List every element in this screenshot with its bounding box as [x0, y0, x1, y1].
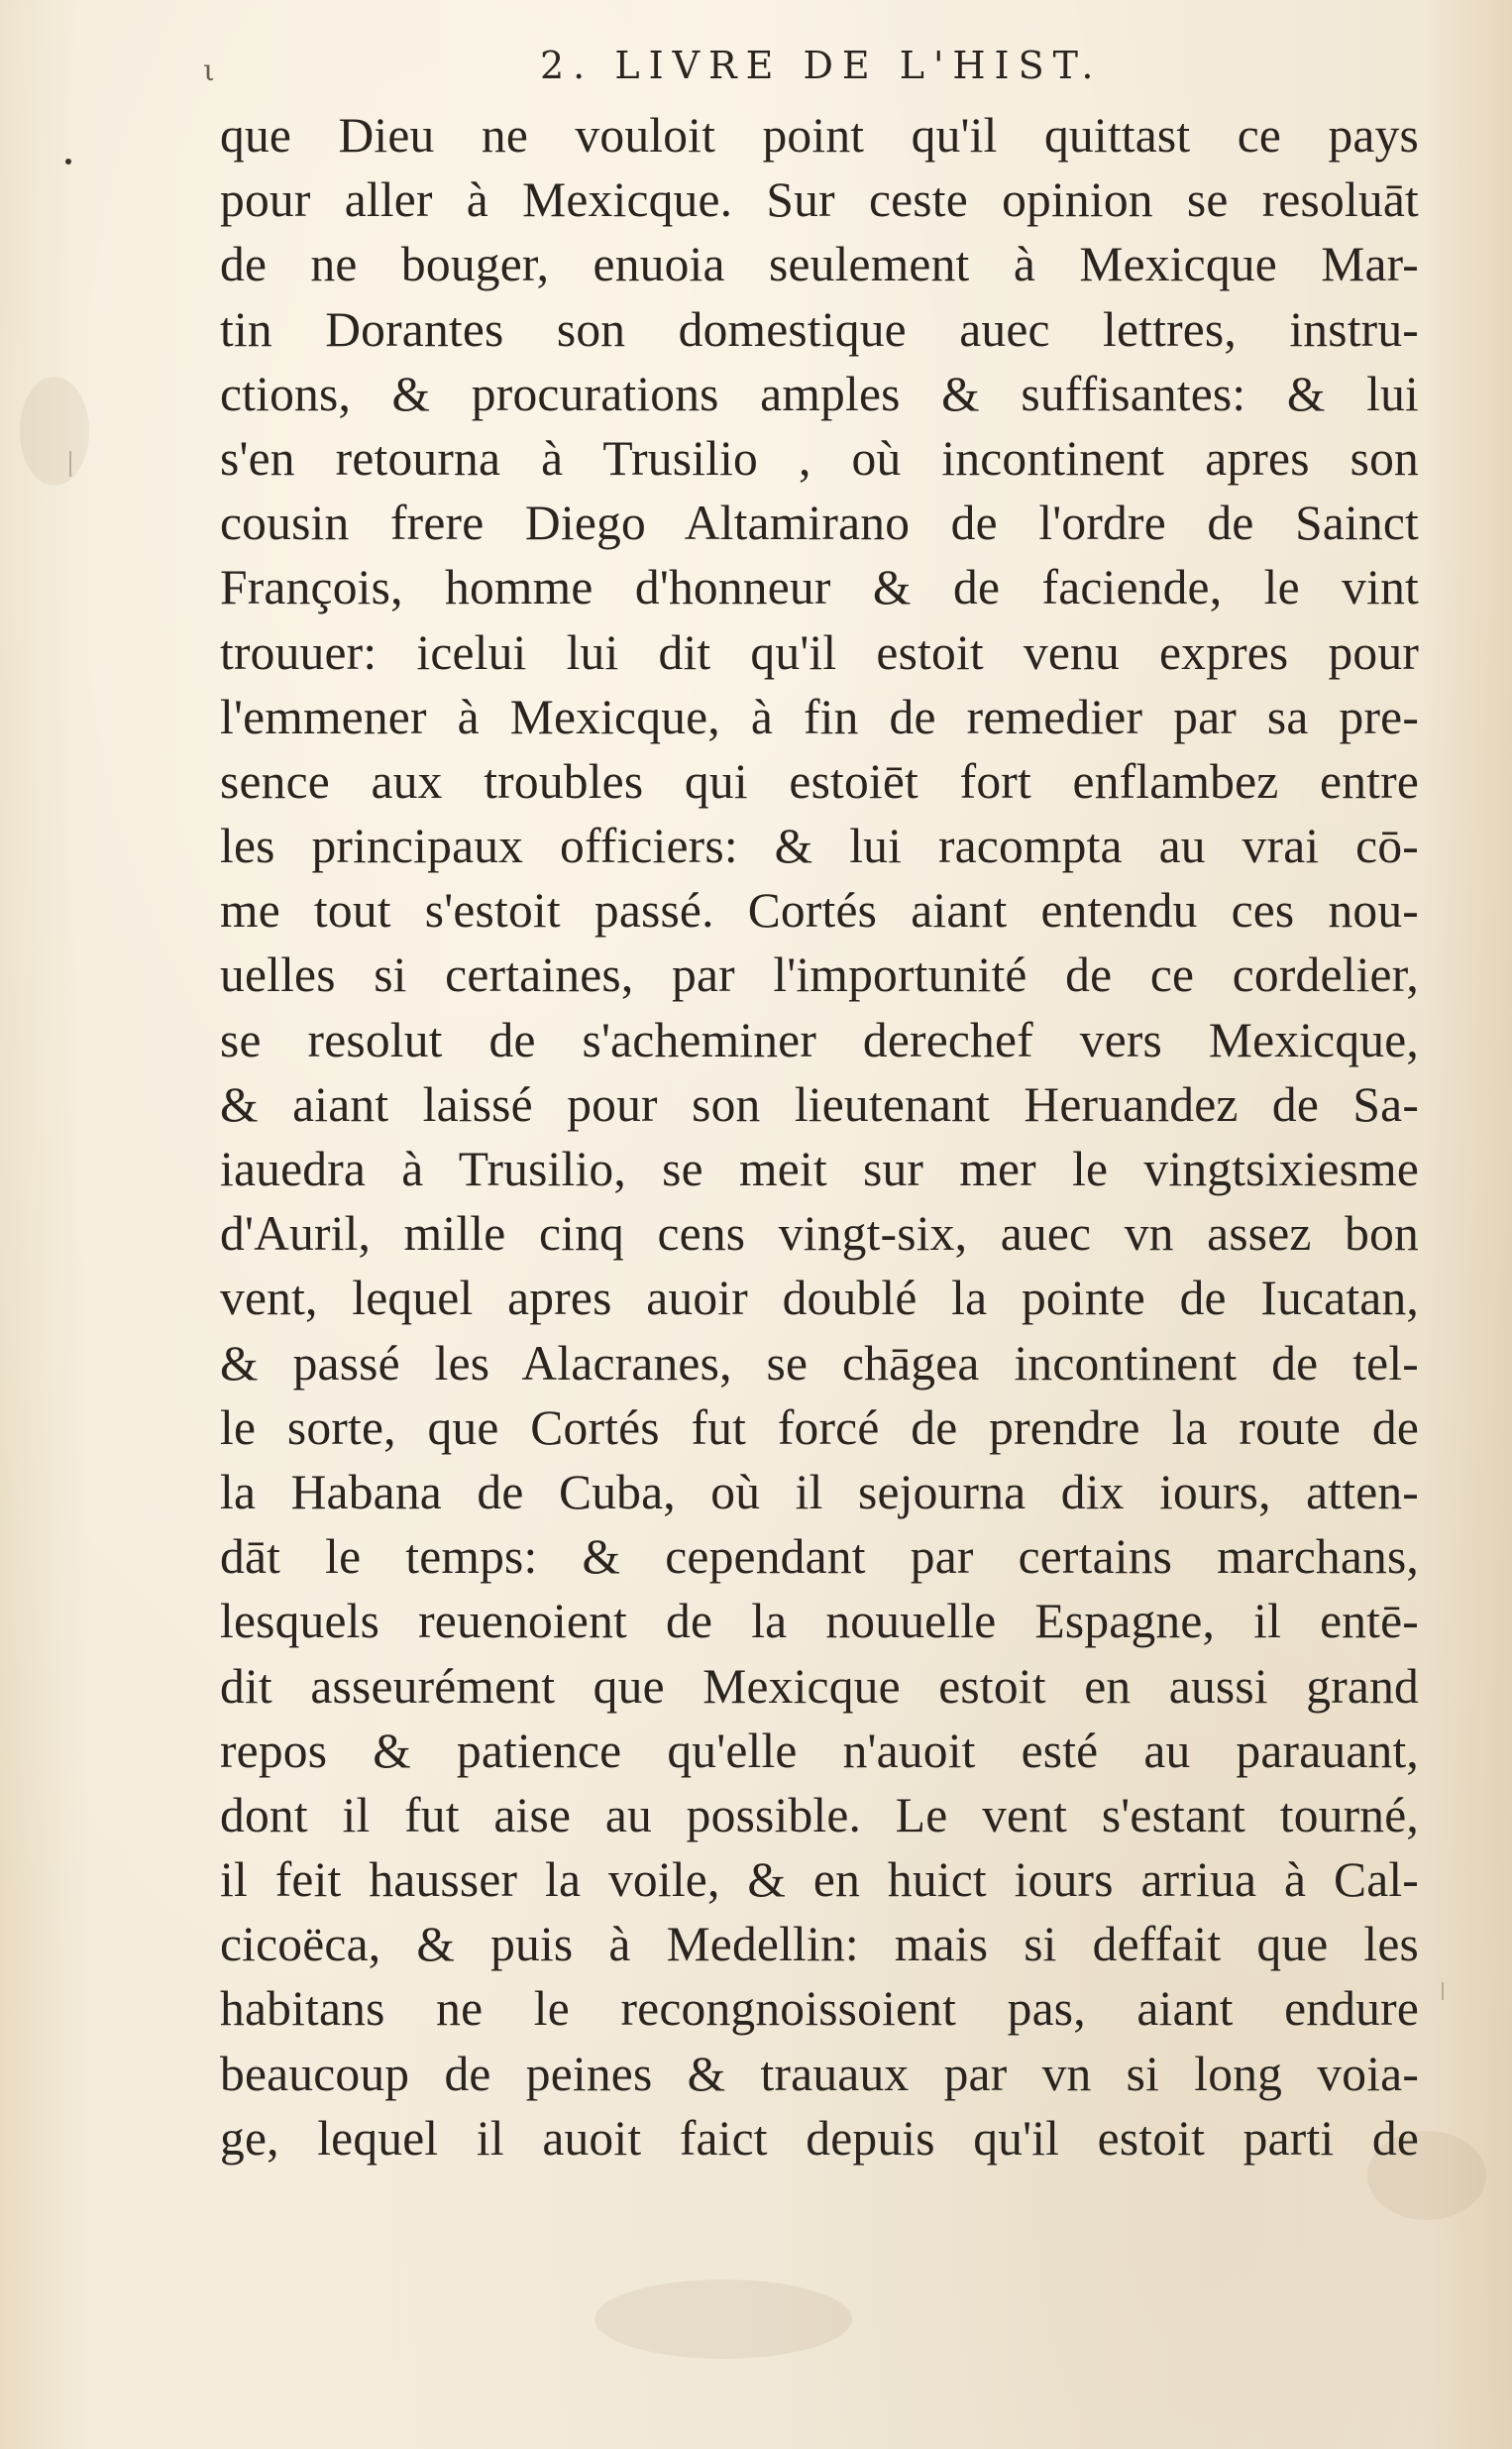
- body-text: [220, 103, 1419, 2171]
- text-line: iauedra à Trusilio, se meit sur mer le vingtsixiesme: [220, 1142, 1419, 1196]
- text-line: s'en retourna à Trusilio , où incontinent apres son: [220, 430, 1419, 486]
- text-line: le sorte, que Cortés fut forcé de prendre la route de: [220, 1399, 1419, 1455]
- text-line: dāt le temps: & cependant par certains marchans,: [220, 1529, 1419, 1585]
- text-line: & aiant laissé pour son lieutenant Heruandez de Sa-: [220, 1076, 1419, 1132]
- text-line: l'emmener à Mexicque, à fin de remedier par sa pre-: [220, 689, 1419, 744]
- text-line: habitans ne le recongnoissoient pas, aiant endure: [220, 1981, 1419, 2037]
- text-line: de ne bouger, enuoia seulement à Mexicque Mar-: [220, 237, 1419, 292]
- text-line: cousin frere Diego Altamirano de l'ordre de Sainct: [220, 496, 1419, 551]
- text-line: se resolut de s'acheminer derechef vers Mexicque,: [220, 1012, 1419, 1067]
- text-line: sence aux troubles qui estoiēt fort enflambez entre: [220, 753, 1419, 809]
- folio-mark: ι: [203, 54, 217, 88]
- text-line: me tout s'estoit passé. Cortés aiant entendu ces nou-: [220, 883, 1419, 939]
- margin-mark: [1442, 1982, 1444, 2000]
- page-header-title: 2. LIVRE DE L'HIST.: [540, 44, 1103, 87]
- text-line: dit asseurément que Mexicque estoit en aussi grand: [220, 1658, 1419, 1714]
- paper-stain: [594, 2280, 852, 2359]
- text-line: & passé les Alacranes, se chāgea incontinent de tel-: [220, 1335, 1419, 1391]
- text-line: cicoëca, & puis à Medellin: mais si deffait que les: [220, 1917, 1419, 1972]
- text-line: d'Auril, mille cinq cens vingt-six, auec vn assez bon: [220, 1206, 1419, 1262]
- text-line: dont il fut aise au possible. Le vent s'estant tourné,: [220, 1787, 1419, 1842]
- margin-mark: [69, 451, 71, 477]
- text-line: beaucoup de peines & trauaux par vn si long voia-: [220, 2046, 1419, 2101]
- text-line: François, homme d'honneur & de faciende, le vint: [220, 560, 1419, 615]
- text-line: la Habana de Cuba, où il sejourna dix iours, atten-: [220, 1464, 1419, 1519]
- margin-dot: [65, 159, 71, 165]
- text-line: lesquels reuenoient de la nouuelle Espagne, il entē-: [220, 1594, 1419, 1649]
- text-line: tin Dorantes son domestique auec lettres, instru-: [220, 301, 1419, 357]
- text-line: repos & patience qu'elle n'auoit esté au parauant,: [220, 1723, 1419, 1778]
- text-line: ge, lequel il auoit faict depuis qu'il estoit parti de: [220, 2110, 1419, 2166]
- text-line: il feit hausser la voile, & en huict iours arriua à Cal-: [220, 1852, 1419, 1908]
- text-line: que Dieu ne vouloit point qu'il quittast ce pays: [220, 108, 1419, 163]
- paper-stain: [20, 377, 89, 486]
- text-line: vent, lequel apres auoir doublé la pointe de Iucatan,: [220, 1271, 1419, 1326]
- text-line: les principaux officiers: & lui racompta au vrai cō-: [220, 819, 1419, 874]
- text-line: pour aller à Mexicque. Sur ceste opinion se resoluāt: [220, 172, 1419, 228]
- text-line: uelles si certaines, par l'importunité de ce cordelier,: [220, 947, 1419, 1003]
- text-line: ctions, & procurations amples & suffisantes: & lui: [220, 366, 1419, 421]
- text-line: trouuer: icelui lui dit qu'il estoit venu expres pour: [220, 624, 1419, 680]
- running-head: [0, 40, 1512, 99]
